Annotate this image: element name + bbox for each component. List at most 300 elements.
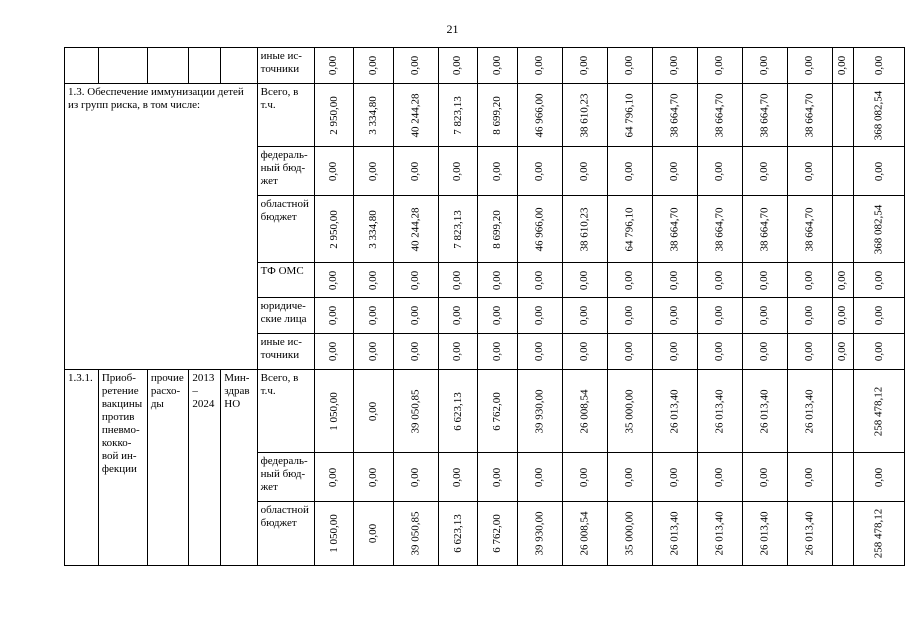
value-cell bbox=[742, 502, 787, 566]
value-cell bbox=[697, 196, 742, 263]
amount: 0,00 bbox=[491, 341, 504, 362]
amount: 26 013,40 bbox=[803, 511, 816, 556]
amount: 0,00 bbox=[533, 341, 546, 362]
value-cell bbox=[607, 147, 652, 196]
value-cell bbox=[393, 453, 438, 502]
amount: 0,00 bbox=[713, 341, 726, 362]
amount: 0,00 bbox=[327, 161, 340, 181]
value-cell bbox=[652, 263, 697, 298]
amount: 0,00 bbox=[451, 341, 464, 362]
amount: 64 796,10 bbox=[623, 207, 636, 251]
value-cell bbox=[314, 453, 354, 502]
amount: 26 013,40 bbox=[713, 389, 726, 433]
amount: 0,00 bbox=[836, 305, 849, 326]
amount: 0,00 bbox=[533, 467, 546, 487]
value-cell bbox=[854, 502, 905, 566]
value-cell bbox=[854, 147, 905, 196]
value-cell bbox=[742, 48, 787, 84]
amount: 7 823,13 bbox=[451, 209, 464, 249]
value-cell bbox=[832, 196, 854, 263]
amount: 0,00 bbox=[367, 161, 380, 181]
amount: 0,00 bbox=[451, 467, 464, 487]
value-cell bbox=[354, 84, 394, 147]
value-cell bbox=[742, 298, 787, 334]
value-cell bbox=[832, 147, 854, 196]
value-cell bbox=[697, 298, 742, 334]
amount: 8 699,20 bbox=[491, 95, 504, 135]
amount: 6 623,13 bbox=[451, 514, 464, 553]
amount: 0,00 bbox=[409, 55, 422, 76]
value-cell bbox=[314, 48, 354, 84]
amount: 6 762,00 bbox=[491, 514, 504, 553]
funding-source: Всего, в т.ч. bbox=[257, 370, 314, 453]
amount: 0,00 bbox=[872, 305, 885, 326]
value-cell bbox=[517, 453, 562, 502]
amount: 0,00 bbox=[803, 55, 816, 76]
amount: 0,00 bbox=[623, 305, 636, 326]
value-cell bbox=[562, 334, 607, 370]
amount: 0,00 bbox=[491, 467, 504, 487]
amount: 0,00 bbox=[409, 467, 422, 487]
amount: 38 610,23 bbox=[578, 93, 591, 137]
amount: 0,00 bbox=[713, 270, 726, 290]
amount: 368 082,54 bbox=[872, 204, 885, 254]
amount: 0,00 bbox=[803, 467, 816, 487]
value-cell bbox=[517, 84, 562, 147]
value-cell bbox=[314, 370, 354, 453]
value-cell bbox=[393, 48, 438, 84]
value-cell bbox=[354, 147, 394, 196]
amount: 39 930,00 bbox=[533, 389, 546, 433]
amount: 0,00 bbox=[803, 270, 816, 290]
value-cell bbox=[354, 298, 394, 334]
value-cell bbox=[652, 48, 697, 84]
value-cell bbox=[478, 298, 518, 334]
amount: 0,00 bbox=[623, 467, 636, 487]
value-cell bbox=[832, 48, 854, 84]
value-cell bbox=[787, 196, 832, 263]
amount: 3 334,80 bbox=[367, 95, 380, 135]
amount: 0,00 bbox=[668, 467, 681, 487]
amount: 2 950,00 bbox=[327, 95, 340, 135]
funding-source: областной бюджет bbox=[257, 502, 314, 566]
amount: 0,00 bbox=[623, 55, 636, 76]
amount: 0,00 bbox=[327, 467, 340, 487]
value-cell bbox=[652, 298, 697, 334]
value-cell bbox=[652, 334, 697, 370]
value-cell bbox=[742, 263, 787, 298]
value-cell bbox=[438, 334, 478, 370]
value-cell bbox=[478, 502, 518, 566]
value-cell bbox=[652, 196, 697, 263]
amount: 38 664,70 bbox=[713, 93, 726, 137]
amount: 0,00 bbox=[327, 305, 340, 326]
cell-period bbox=[189, 48, 221, 84]
amount: 35 000,00 bbox=[623, 511, 636, 556]
amount: 0,00 bbox=[836, 270, 849, 290]
value-cell bbox=[562, 48, 607, 84]
amount: 0,00 bbox=[451, 55, 464, 76]
amount: 6 762,00 bbox=[491, 391, 504, 431]
value-cell bbox=[832, 370, 854, 453]
amount: 0,00 bbox=[533, 55, 546, 76]
amount: 0,00 bbox=[872, 341, 885, 362]
value-cell bbox=[787, 263, 832, 298]
value-cell bbox=[517, 370, 562, 453]
value-cell bbox=[438, 263, 478, 298]
value-cell bbox=[438, 370, 478, 453]
value-cell bbox=[787, 334, 832, 370]
value-cell bbox=[393, 502, 438, 566]
value-cell bbox=[354, 48, 394, 84]
amount: 26 013,40 bbox=[758, 511, 771, 556]
amount: 0,00 bbox=[327, 341, 340, 362]
value-cell bbox=[854, 48, 905, 84]
amount: 0,00 bbox=[451, 161, 464, 181]
amount: 26 013,40 bbox=[803, 389, 816, 433]
amount: 0,00 bbox=[758, 341, 771, 362]
value-cell bbox=[438, 502, 478, 566]
value-cell bbox=[393, 263, 438, 298]
amount: 26 013,40 bbox=[758, 389, 771, 433]
value-cell bbox=[832, 263, 854, 298]
amount: 0,00 bbox=[668, 55, 681, 76]
cell-name: Приоб- ретение вакцины против пневмо- кокко- вой ин- фекции bbox=[98, 370, 147, 566]
funding-source: иные ис- точники bbox=[257, 48, 314, 84]
value-cell bbox=[697, 502, 742, 566]
table-row bbox=[65, 48, 905, 84]
value-cell bbox=[517, 298, 562, 334]
amount: 0,00 bbox=[327, 55, 340, 76]
value-cell bbox=[314, 298, 354, 334]
amount: 0,00 bbox=[803, 161, 816, 181]
amount: 0,00 bbox=[491, 55, 504, 76]
cell-type: прочие расхо- ды bbox=[147, 370, 189, 566]
amount: 0,00 bbox=[578, 161, 591, 181]
amount: 38 664,70 bbox=[803, 93, 816, 137]
value-cell bbox=[517, 263, 562, 298]
value-cell bbox=[517, 147, 562, 196]
amount: 0,00 bbox=[409, 270, 422, 290]
cell-name bbox=[98, 48, 147, 84]
value-cell bbox=[854, 263, 905, 298]
value-cell bbox=[652, 502, 697, 566]
amount: 39 050,85 bbox=[409, 389, 422, 433]
amount: 0,00 bbox=[578, 55, 591, 76]
table-row bbox=[65, 84, 905, 147]
amount: 38 664,70 bbox=[758, 207, 771, 251]
amount: 0,00 bbox=[367, 55, 380, 76]
amount: 40 244,28 bbox=[409, 93, 422, 137]
value-cell bbox=[562, 263, 607, 298]
value-cell bbox=[438, 48, 478, 84]
value-cell bbox=[697, 147, 742, 196]
cell-period: 2013 – 2024 bbox=[189, 370, 221, 566]
amount: 35 000,00 bbox=[623, 389, 636, 433]
value-cell bbox=[478, 334, 518, 370]
value-cell bbox=[562, 84, 607, 147]
value-cell bbox=[607, 263, 652, 298]
value-cell bbox=[854, 196, 905, 263]
amount: 0,00 bbox=[409, 305, 422, 326]
value-cell bbox=[787, 48, 832, 84]
amount: 0,00 bbox=[367, 270, 380, 290]
amount: 0,00 bbox=[367, 341, 380, 362]
value-cell bbox=[393, 334, 438, 370]
amount: 258 478,12 bbox=[872, 508, 885, 559]
amount: 0,00 bbox=[803, 305, 816, 326]
amount: 0,00 bbox=[409, 161, 422, 181]
value-cell bbox=[742, 147, 787, 196]
value-cell bbox=[438, 196, 478, 263]
amount: 64 796,10 bbox=[623, 93, 636, 137]
page-number: 21 bbox=[446, 22, 459, 36]
value-cell bbox=[832, 453, 854, 502]
value-cell bbox=[742, 334, 787, 370]
funding-source: федераль- ный бюд- жет bbox=[257, 453, 314, 502]
value-cell bbox=[607, 334, 652, 370]
value-cell bbox=[607, 196, 652, 263]
cell-num bbox=[65, 48, 99, 84]
amount: 0,00 bbox=[872, 161, 885, 181]
amount: 38 664,70 bbox=[758, 93, 771, 137]
amount: 0,00 bbox=[872, 55, 885, 76]
value-cell bbox=[517, 334, 562, 370]
amount: 0,00 bbox=[803, 341, 816, 362]
value-cell bbox=[478, 453, 518, 502]
amount: 0,00 bbox=[836, 341, 849, 362]
amount: 8 699,20 bbox=[491, 209, 504, 249]
value-cell bbox=[478, 370, 518, 453]
amount: 0,00 bbox=[491, 305, 504, 326]
amount: 39 930,00 bbox=[533, 511, 546, 556]
amount: 0,00 bbox=[872, 467, 885, 487]
value-cell bbox=[652, 147, 697, 196]
amount: 0,00 bbox=[367, 305, 380, 326]
funding-source: юридиче- ские лица bbox=[257, 298, 314, 334]
value-cell bbox=[478, 84, 518, 147]
value-cell bbox=[742, 84, 787, 147]
value-cell bbox=[314, 263, 354, 298]
amount: 0,00 bbox=[367, 401, 380, 421]
value-cell bbox=[393, 147, 438, 196]
amount: 0,00 bbox=[758, 161, 771, 181]
value-cell bbox=[607, 298, 652, 334]
amount: 0,00 bbox=[668, 270, 681, 290]
amount: 0,00 bbox=[367, 467, 380, 487]
value-cell bbox=[607, 370, 652, 453]
amount: 0,00 bbox=[533, 305, 546, 326]
value-cell bbox=[438, 84, 478, 147]
amount: 0,00 bbox=[623, 341, 636, 362]
value-cell bbox=[314, 147, 354, 196]
amount: 0,00 bbox=[578, 467, 591, 487]
value-cell bbox=[697, 84, 742, 147]
amount: 38 664,70 bbox=[668, 93, 681, 137]
value-cell bbox=[562, 453, 607, 502]
amount: 46 966,00 bbox=[533, 93, 546, 137]
value-cell bbox=[787, 370, 832, 453]
section-heading: 1.3. Обеспечение иммунизации детей из групп риска, в том числе: bbox=[65, 84, 258, 370]
amount: 0,00 bbox=[578, 341, 591, 362]
amount: 0,00 bbox=[713, 305, 726, 326]
value-cell bbox=[478, 48, 518, 84]
value-cell bbox=[652, 370, 697, 453]
value-cell bbox=[607, 453, 652, 502]
value-cell bbox=[787, 298, 832, 334]
amount: 0,00 bbox=[668, 305, 681, 326]
amount: 26 013,40 bbox=[713, 511, 726, 556]
value-cell bbox=[854, 370, 905, 453]
value-cell bbox=[787, 84, 832, 147]
value-cell bbox=[354, 502, 394, 566]
amount: 0,00 bbox=[713, 161, 726, 181]
value-cell bbox=[607, 84, 652, 147]
amount: 0,00 bbox=[578, 270, 591, 290]
amount: 7 823,13 bbox=[451, 95, 464, 135]
value-cell bbox=[562, 502, 607, 566]
value-cell bbox=[314, 196, 354, 263]
amount: 3 334,80 bbox=[367, 209, 380, 249]
value-cell bbox=[354, 263, 394, 298]
amount: 1 050,00 bbox=[327, 391, 340, 431]
amount: 26 008,54 bbox=[578, 389, 591, 433]
cell-type bbox=[147, 48, 189, 84]
amount: 6 623,13 bbox=[451, 391, 464, 431]
value-cell bbox=[854, 334, 905, 370]
value-cell bbox=[697, 453, 742, 502]
funding-source: федераль- ный бюд- жет bbox=[257, 147, 314, 196]
amount: 0,00 bbox=[668, 161, 681, 181]
value-cell bbox=[697, 48, 742, 84]
value-cell bbox=[562, 147, 607, 196]
value-cell bbox=[742, 453, 787, 502]
cell-exec bbox=[221, 48, 257, 84]
amount: 0,00 bbox=[758, 467, 771, 487]
amount: 258 478,12 bbox=[872, 386, 885, 436]
value-cell bbox=[393, 298, 438, 334]
value-cell bbox=[314, 334, 354, 370]
value-cell bbox=[478, 263, 518, 298]
amount: 0,00 bbox=[409, 341, 422, 362]
value-cell bbox=[314, 502, 354, 566]
value-cell bbox=[697, 334, 742, 370]
value-cell bbox=[832, 84, 854, 147]
amount: 0,00 bbox=[533, 161, 546, 181]
amount: 0,00 bbox=[713, 467, 726, 487]
value-cell bbox=[787, 502, 832, 566]
value-cell bbox=[854, 453, 905, 502]
value-cell bbox=[354, 196, 394, 263]
amount: 1 050,00 bbox=[327, 514, 340, 553]
amount: 38 664,70 bbox=[668, 207, 681, 251]
amount: 0,00 bbox=[491, 161, 504, 181]
value-cell bbox=[854, 298, 905, 334]
value-cell bbox=[832, 298, 854, 334]
value-cell bbox=[478, 196, 518, 263]
value-cell bbox=[652, 84, 697, 147]
value-cell bbox=[438, 147, 478, 196]
value-cell bbox=[854, 84, 905, 147]
value-cell bbox=[787, 147, 832, 196]
amount: 26 013,40 bbox=[668, 389, 681, 433]
amount: 0,00 bbox=[578, 305, 591, 326]
value-cell bbox=[517, 196, 562, 263]
amount: 0,00 bbox=[758, 305, 771, 326]
value-cell bbox=[832, 334, 854, 370]
value-cell bbox=[607, 48, 652, 84]
cell-num: 1.3.1. bbox=[65, 370, 99, 566]
amount: 46 966,00 bbox=[533, 207, 546, 251]
value-cell bbox=[393, 196, 438, 263]
amount: 0,00 bbox=[623, 270, 636, 290]
funding-source: ТФ ОМС bbox=[257, 263, 314, 298]
amount: 39 050,85 bbox=[409, 511, 422, 556]
value-cell bbox=[438, 453, 478, 502]
amount: 40 244,28 bbox=[409, 207, 422, 251]
value-cell bbox=[478, 147, 518, 196]
cell-exec: Мин- здрав НО bbox=[221, 370, 257, 566]
value-cell bbox=[354, 453, 394, 502]
amount: 368 082,54 bbox=[872, 90, 885, 140]
amount: 0,00 bbox=[668, 341, 681, 362]
amount: 0,00 bbox=[327, 270, 340, 290]
value-cell bbox=[354, 334, 394, 370]
amount: 0,00 bbox=[533, 270, 546, 290]
value-cell bbox=[562, 298, 607, 334]
value-cell bbox=[832, 502, 854, 566]
amount: 2 950,00 bbox=[327, 209, 340, 249]
amount: 0,00 bbox=[758, 270, 771, 290]
table-row bbox=[65, 370, 905, 453]
amount: 26 008,54 bbox=[578, 511, 591, 556]
value-cell bbox=[517, 48, 562, 84]
amount: 38 664,70 bbox=[803, 207, 816, 251]
value-cell bbox=[742, 370, 787, 453]
value-cell bbox=[562, 196, 607, 263]
funding-source: иные ис- точники bbox=[257, 334, 314, 370]
amount: 26 013,40 bbox=[668, 511, 681, 556]
amount: 0,00 bbox=[758, 55, 771, 76]
value-cell bbox=[787, 453, 832, 502]
amount: 0,00 bbox=[836, 55, 849, 76]
value-cell bbox=[697, 263, 742, 298]
amount: 0,00 bbox=[491, 270, 504, 290]
value-cell bbox=[354, 370, 394, 453]
value-cell bbox=[652, 453, 697, 502]
value-cell bbox=[314, 84, 354, 147]
value-cell bbox=[517, 502, 562, 566]
amount: 38 664,70 bbox=[713, 207, 726, 251]
amount: 0,00 bbox=[451, 305, 464, 326]
amount: 0,00 bbox=[623, 161, 636, 181]
value-cell bbox=[742, 196, 787, 263]
value-cell bbox=[697, 370, 742, 453]
funding-source: областной бюджет bbox=[257, 196, 314, 263]
value-cell bbox=[393, 370, 438, 453]
value-cell bbox=[562, 370, 607, 453]
amount: 0,00 bbox=[872, 270, 885, 290]
amount: 38 610,23 bbox=[578, 207, 591, 251]
value-cell bbox=[393, 84, 438, 147]
amount: 0,00 bbox=[451, 270, 464, 290]
amount: 0,00 bbox=[713, 55, 726, 76]
funding-source: Всего, в т.ч. bbox=[257, 84, 314, 147]
amount: 0,00 bbox=[367, 523, 380, 544]
value-cell bbox=[438, 298, 478, 334]
budget-table bbox=[64, 47, 905, 566]
value-cell bbox=[607, 502, 652, 566]
